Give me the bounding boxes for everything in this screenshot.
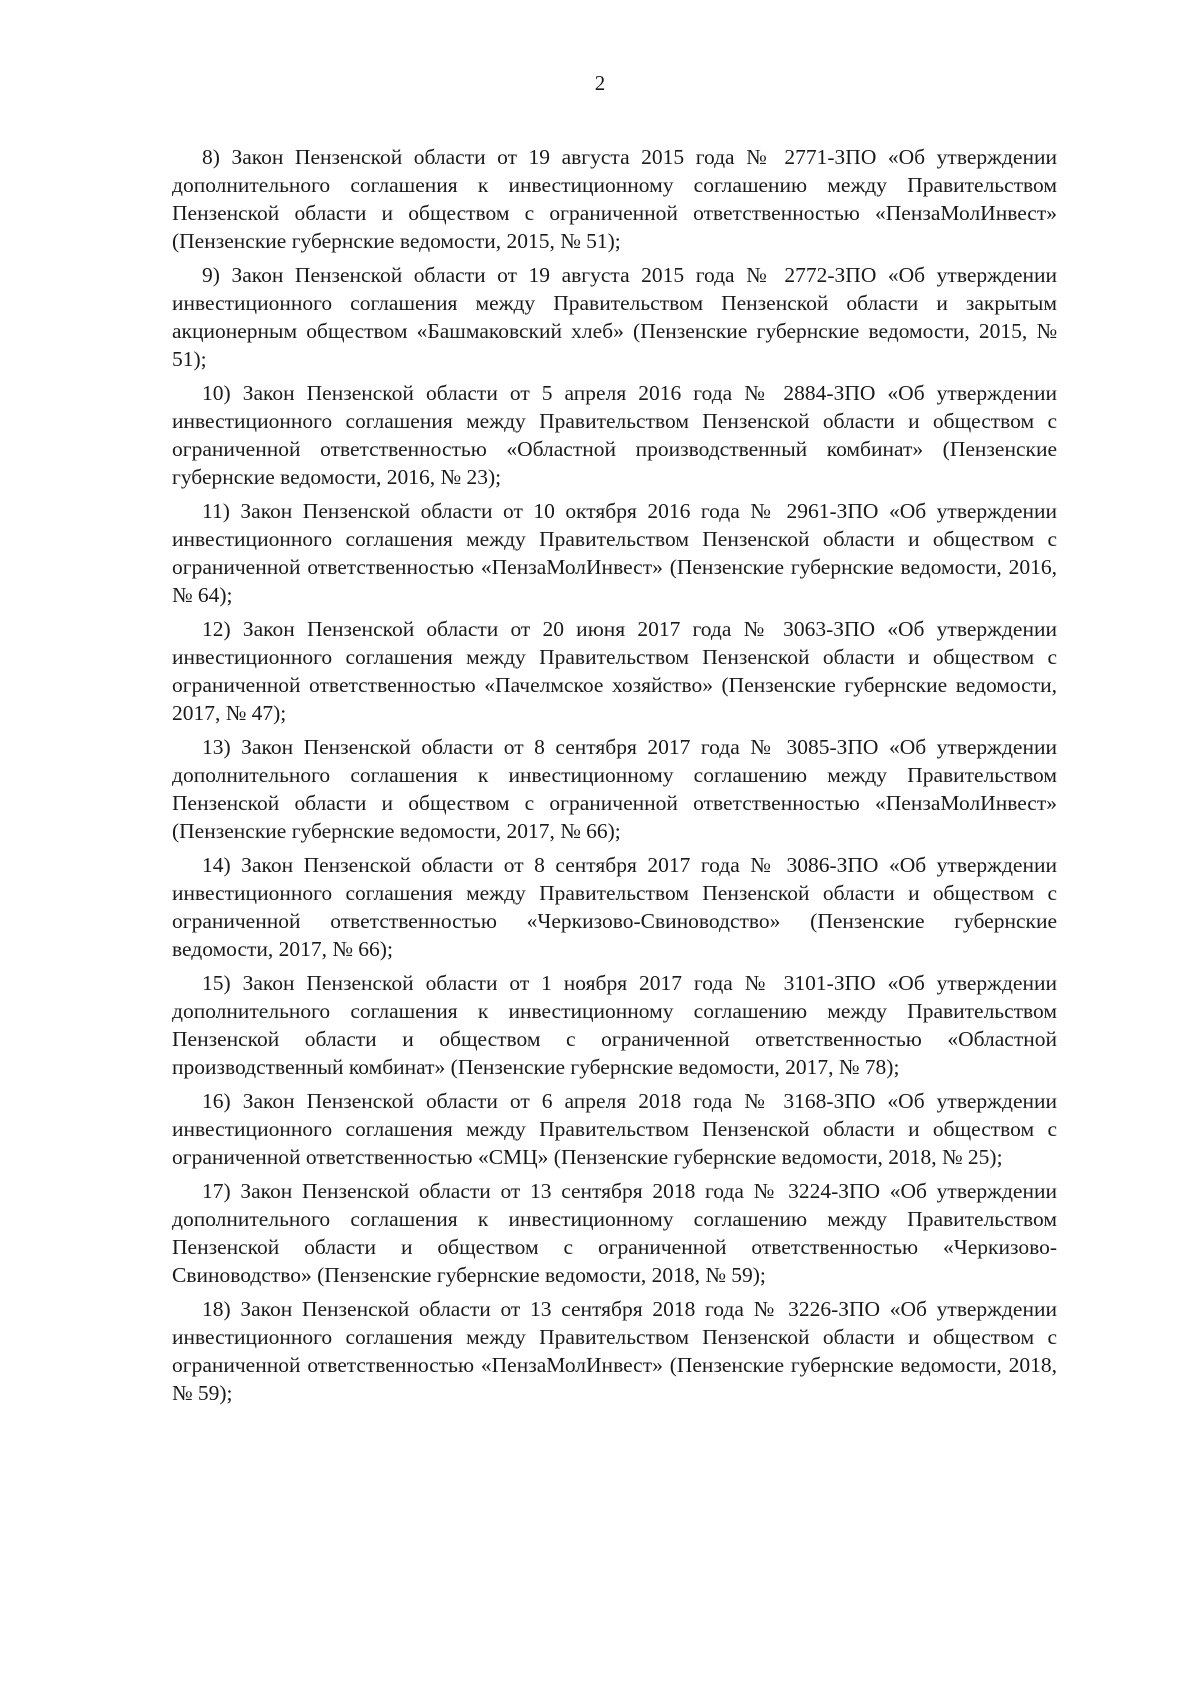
law-list-item: 17) Закон Пензенской области от 13 сентября 2018 года № 3224-ЗПО «Об утверждении дополнительного соглашения к инвестиционному соглашению между Правительством Пензенской области и обществом с ограниченной ответственностью «Черкизово-Свиноводство» (Пензенские губернские ведомости, 2018, № 59); — [172, 1179, 1057, 1287]
law-list-item: 18) Закон Пензенской области от 13 сентября 2018 года № 3226-ЗПО «Об утверждении инвестиционного соглашения между Правительством Пензенской области и обществом с ограниченной ответственностью «ПензаМолИнвест» (Пензенские губернские ведомости, 2018, № 59); — [172, 1297, 1057, 1405]
law-list-item: 16) Закон Пензенской области от 6 апреля 2018 года № 3168-ЗПО «Об утверждении инвестиционного соглашения между Правительством Пензенской области и обществом с ограниченной ответственностью «СМЦ» (Пензенские губернские ведомости, 2018, № 25); — [172, 1089, 1057, 1169]
law-list-item: 10) Закон Пензенской области от 5 апреля 2016 года № 2884-ЗПО «Об утверждении инвестиционного соглашения между Правительством Пензенской области и обществом с ограниченной ответственностью «Областной производственный комбинат» (Пензенские губернские ведомости, 2016, № 23); — [172, 381, 1057, 489]
law-list-item: 15) Закон Пензенской области от 1 ноября 2017 года № 3101-ЗПО «Об утверждении дополнительного соглашения к инвестиционному соглашению между Правительством Пензенской области и обществом с ограниченной ответственностью «Областной производственный комбинат» (Пензенские губернские ведомости, 2017, № 78); — [172, 971, 1057, 1079]
law-list-item: 11) Закон Пензенской области от 10 октября 2016 года № 2961-ЗПО «Об утверждении инвестиционного соглашения между Правительством Пензенской области и обществом с ограниченной ответственностью «ПензаМолИнвест» (Пензенские губернские ведомости, 2016, № 64); — [172, 499, 1057, 607]
law-list-item: 13) Закон Пензенской области от 8 сентября 2017 года № 3085-ЗПО «Об утверждении дополнительного соглашения к инвестиционному соглашению между Правительством Пензенской области и обществом с ограниченной ответственностью «ПензаМолИнвест» (Пензенские губернские ведомости, 2017, № 66); — [172, 735, 1057, 843]
law-list — [172, 143, 1057, 1413]
law-list-item: 9) Закон Пензенской области от 19 августа 2015 года № 2772-ЗПО «Об утверждении инвестиционного соглашения между Правительством Пензенской области и закрытым акционерным обществом «Башмаковский хлеб» (Пензенские губернские ведомости, 2015, № 51); — [172, 263, 1057, 371]
law-list-item: 8) Закон Пензенской области от 19 августа 2015 года № 2771-ЗПО «Об утверждении дополнительного соглашения к инвестиционному соглашению между Правительством Пензенской области и обществом с ограниченной ответственностью «ПензаМолИнвест» (Пензенские губернские ведомости, 2015, № 51); — [172, 145, 1057, 253]
law-list-item: 14) Закон Пензенской области от 8 сентября 2017 года № 3086-ЗПО «Об утверждении инвестиционного соглашения между Правительством Пензенской области и обществом с ограниченной ответственностью «Черкизово-Свиноводство» (Пензенские губернские ведомости, 2017, № 66); — [172, 853, 1057, 961]
page-number: 2 — [594, 71, 606, 95]
law-list-item: 12) Закон Пензенской области от 20 июня 2017 года № 3063-ЗПО «Об утверждении инвестиционного соглашения между Правительством Пензенской области и обществом с ограниченной ответственностью «Пачелмское хозяйство» (Пензенские губернские ведомости, 2017, № 47); — [172, 617, 1057, 725]
